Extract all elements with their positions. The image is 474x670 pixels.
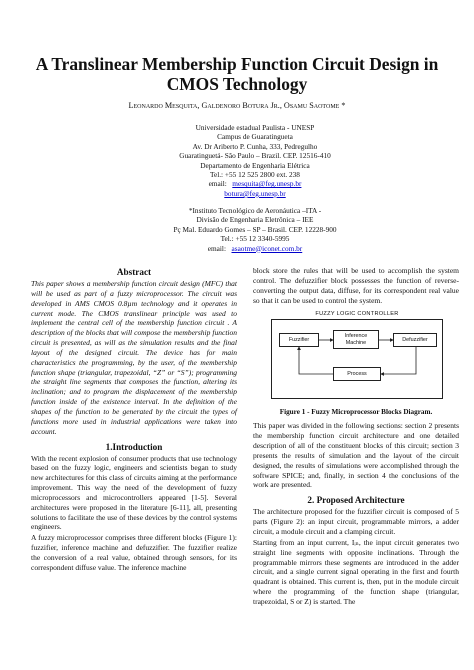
paper-title <box>20 54 454 94</box>
affiliation-address: Av. Dr Ariberto P. Cunha, 333, Pedregulho <box>192 141 318 151</box>
introduction-paragraph-2: A fuzzy microprocessor comprises three different blocks (Figure 1): fuzzifier, inference machine and defuzzifier. The fuzzifier realize the conversion of a real value, obtained through sensors, for its correspondent diffuse value. The inference machine <box>31 533 237 572</box>
affiliation-tel: Tel.: +55 12 3340-5995 <box>220 234 290 244</box>
introduction-paragraph-1: With the recent explosion of consumer products that use technology based on the fuzzy logic, engineers and scientists began to study new architectures for this class of circuits aiming at the performance improvement. This way the need of the development of fuzzy microprocessors and microcontrollers appeared [1-5]. Several architectures were proposed in the literature [6-11], all, presenting solutions to facilitate the use of these devices by the control systems engineers. <box>31 453 237 532</box>
author-names: Leonardo Mesquita, Galdenoro Botura Jr., Osamu Saotome * <box>128 101 346 110</box>
section2-heading: 2. Proposed Architecture <box>307 495 405 506</box>
affiliation-tel: Tel.: +55 12 525 2800 ext. 238 <box>210 170 300 180</box>
affiliation-campus: Campus de Guaratingueta <box>217 132 293 142</box>
abstract-text: This paper shows a membership function circuit design (MFC) that will be used as part of a fuzzy microprocessor. The circuit was developed in AMS CMOS 0.8µm technology and it operates in current mode. The CMOS translinear principle was used to implement the central cell of the membership function circuit . A description of the blocks that will compose the membership function circuit is presented, as will as the simulation results and the final layout of the designed circuit. The device has for main characteristics the programming, by the user, of the membership function shape (triangular, trapezoidal, “Z” or “S”); programming the straight line segments that composes the function, altering its inclination; and to program the displacement of the membership function inside of the existence interval. In the definition of the shapes of the function to be generated by the circuit the types of functions more used in industrial applications were taken into account. <box>31 279 237 436</box>
affiliation-email-row-2 <box>130 189 380 198</box>
arrow-defuzzifier-to-process <box>381 347 416 374</box>
affiliation-department: Departamento de Engenharia Elétrica <box>200 160 310 170</box>
affiliation-unesp <box>130 123 380 198</box>
email-label: email: <box>207 243 226 253</box>
paper-title-line1: A Translinear Membership Function Circuit Design in <box>35 54 439 74</box>
affiliation-division: Divisão de Engenharia Eletrônica – IEE <box>196 215 314 225</box>
affiliation-university: Universidade estadual Paulista - UNESP <box>195 123 315 132</box>
affiliation-email-row <box>130 179 380 188</box>
fuzzifier-block: Fuzzifier <box>279 333 319 347</box>
section-outline-paragraph: This paper was divided in the following sections: section 2 presents the membership function circuit architecture and one detailed description of all of the constituent blocks of this circuit; section 3 presents the results of simulation and the layout of the circuit designed, the results of simulations were accomplished through the software SPICE; and, finally, in section 4 the conclusions of the work are presented. <box>253 421 459 490</box>
inference-machine-block: Inference Machine <box>333 330 379 349</box>
email-label: email: <box>208 179 227 189</box>
figure-diagram-title: FUZZY LOGIC CONTROLLER <box>315 311 399 318</box>
intro-continued-paragraph: block store the rules that will be used to accomplish the system control. The defuzzifier block possesses the function of reverse-converting the output data, diffuse, for its correspondent real value so that it can be used to control the system. <box>253 266 459 305</box>
process-block: Process <box>333 367 381 381</box>
paper-title-line2: CMOS Technology <box>166 74 308 94</box>
right-column <box>253 266 459 607</box>
left-column <box>31 266 237 573</box>
abstract-heading: Abstract <box>116 267 152 277</box>
email-link-saotome[interactable]: asaotme@iconet.com.br <box>231 243 303 253</box>
affiliation-institute: *Instituto Tecnológico de Aeronáutica –ITA - <box>188 206 322 215</box>
figure-1 <box>253 309 459 421</box>
architecture-paragraph-2: Starting from an input current, Iᵢₙ, the input circuit generates two straight line segments with opposite inclinations. Through the programmable mirrors these segments are introduced in the adder circuit, and a single current signal operating in the first and fourth quadrant is obtained. This current is, then, put in the module circuit where the programming of the function shape (triangular, trapezoidal, S or Z) is started. The <box>253 537 459 606</box>
diagram-arrows <box>253 309 459 409</box>
affiliation-address: Pç Mal. Eduardo Gomes – SP – Brasil. CEP. 12228-900 <box>173 224 337 234</box>
introduction-heading: 1.Introduction <box>105 441 163 452</box>
author-list <box>20 100 454 111</box>
architecture-paragraph-1: The architecture proposed for the fuzzifier circuit is composed of 5 parts (Figure 2): an input circuit, programmable mirrors, a adder circuit, a module circuit and a clamping circuit. <box>253 507 459 536</box>
affiliation-city: Guaratinguetá- São Paulo – Brazil. CEP. 12516-410 <box>179 151 331 161</box>
email-link-botura[interactable]: botura@feg.unesp.br <box>224 188 286 198</box>
arrow-process-to-fuzzifier <box>299 347 333 374</box>
affiliation-ita <box>130 206 380 253</box>
email-link-mesquita[interactable]: mesquita@feg.unesp.br <box>232 179 302 189</box>
affiliation-email-row <box>130 244 380 253</box>
defuzzifier-block: Defuzzifier <box>393 333 437 347</box>
figure-caption: Figure 1 - Fuzzy Microprocessor Blocks Diagram. <box>279 408 433 417</box>
